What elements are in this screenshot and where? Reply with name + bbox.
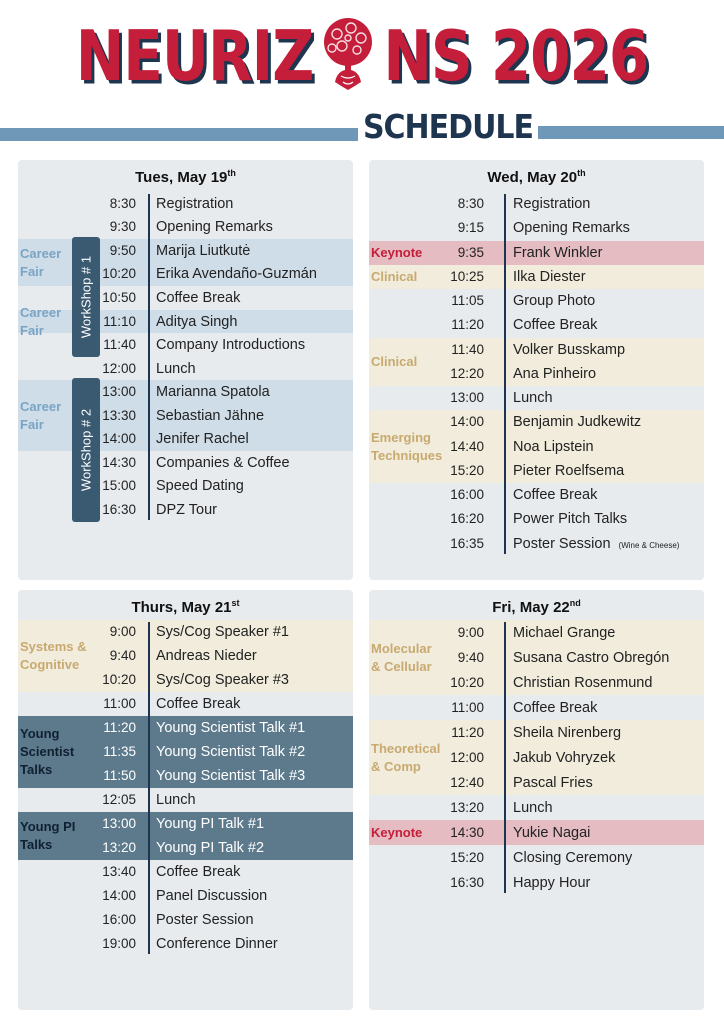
session-event	[513, 241, 602, 265]
day-title-suffix: nd	[569, 598, 581, 608]
session-row	[369, 362, 704, 386]
session-event-text: Poster Session	[156, 912, 254, 928]
session-time: 11:20	[103, 720, 136, 735]
session-row	[369, 216, 704, 240]
session-event	[156, 310, 237, 334]
session-event-text: Coffee Break	[156, 696, 241, 712]
session-row	[369, 483, 704, 507]
session-event	[156, 764, 305, 788]
session-event	[156, 860, 240, 884]
session-row	[18, 860, 353, 884]
session-event-text: Jakub Vohryzek	[513, 749, 616, 766]
session-row	[369, 746, 704, 770]
track-label: Clinical	[371, 353, 418, 369]
session-row	[18, 333, 353, 357]
session-event-text: Marianna Spatola	[156, 384, 270, 401]
track-label: Career Fair	[20, 304, 62, 338]
session-event	[156, 404, 264, 428]
page-subtitle: SCHEDULE	[362, 108, 534, 147]
session-event-text: Coffee Break	[156, 864, 241, 880]
session-event	[513, 871, 590, 895]
session-event-text: Young Scientist Talk #1	[156, 720, 306, 736]
session-event	[513, 646, 669, 670]
session-event-text: Registration	[513, 196, 591, 213]
day-title	[369, 598, 704, 616]
session-time: 10:20	[102, 672, 136, 687]
session-event	[513, 459, 624, 483]
session-row	[369, 192, 704, 216]
session-row	[369, 621, 704, 645]
session-event-text: Coffee Break	[156, 289, 241, 306]
session-event	[156, 788, 196, 812]
session-row	[18, 498, 353, 522]
session-time: 11:35	[103, 744, 136, 759]
session-event-text: Closing Ceremony	[513, 849, 633, 866]
session-event-text: DPZ Tour	[156, 501, 217, 518]
session-row	[369, 241, 704, 265]
session-event	[513, 671, 652, 695]
session-note: (Wine & Cheese)	[618, 540, 680, 550]
session-time: 10:20	[450, 674, 484, 690]
track-label: Theoretical & Comp	[371, 740, 441, 774]
session-row	[369, 313, 704, 337]
session-row	[369, 289, 704, 313]
session-event-text: Panel Discussion	[156, 888, 268, 904]
session-time: 11:00	[451, 699, 484, 715]
session-time: 9:15	[457, 220, 484, 236]
session-event-text: Michael Grange	[513, 624, 616, 641]
session-event-text: Young PI Talk #1	[156, 816, 265, 832]
session-event	[156, 262, 317, 286]
session-time: 13:00	[102, 384, 136, 400]
session-event	[513, 386, 553, 410]
session-event	[513, 362, 596, 386]
session-event-text: Coffee Break	[513, 487, 598, 504]
day-title-suffix: th	[577, 168, 586, 178]
session-event-text: Christian Rosenmund	[513, 674, 653, 691]
session-event	[156, 192, 233, 216]
session-event-text: Happy Hour	[513, 874, 591, 891]
session-event	[513, 265, 586, 289]
session-event	[156, 498, 217, 522]
session-row	[369, 646, 704, 670]
track-label: Young Scientist Talks	[20, 726, 75, 777]
session-time: 12:05	[102, 792, 136, 807]
day-title-suffix: st	[231, 598, 240, 608]
session-event-text: Registration	[156, 195, 234, 212]
session-time: 15:20	[450, 849, 484, 865]
track-label: Emerging Techniques	[371, 429, 443, 463]
session-row	[369, 721, 704, 745]
session-event-text: Opening Remarks	[156, 219, 273, 236]
session-row	[18, 788, 353, 812]
day-title	[18, 168, 353, 186]
session-event	[513, 216, 630, 240]
session-time: 8:30	[109, 195, 136, 211]
session-event	[156, 286, 240, 310]
session-time: 15:00	[102, 478, 136, 494]
session-event	[156, 740, 305, 764]
session-event-text: Group Photo	[513, 293, 596, 310]
session-row	[18, 740, 353, 764]
session-event	[156, 932, 278, 956]
session-time: 16:00	[450, 487, 484, 503]
session-time: 16:30	[102, 501, 136, 517]
session-event	[156, 692, 240, 716]
session-time: 13:00	[102, 816, 136, 831]
brain-tree-icon	[315, 16, 381, 96]
session-event-text: Pascal Fries	[513, 774, 593, 791]
track-label: Keynote	[371, 244, 423, 260]
session-event-text: Sys/Cog Speaker #1	[156, 624, 289, 640]
session-event-text: Power Pitch Talks	[513, 511, 628, 528]
session-row	[18, 668, 353, 692]
session-event	[513, 846, 632, 870]
session-row	[18, 836, 353, 860]
track-label: Career Fair	[20, 398, 62, 432]
session-time: 14:40	[450, 438, 484, 454]
session-row	[18, 215, 353, 239]
session-event	[156, 812, 264, 836]
session-event	[513, 410, 641, 434]
session-time: 14:00	[102, 431, 136, 447]
session-row	[18, 692, 353, 716]
session-row	[18, 192, 353, 216]
session-row	[369, 265, 704, 289]
session-row	[18, 884, 353, 908]
session-row	[369, 507, 704, 531]
session-time: 14:30	[450, 824, 484, 840]
session-row	[18, 451, 353, 475]
session-row	[369, 696, 704, 720]
session-event	[156, 357, 196, 381]
session-row	[18, 908, 353, 932]
session-event-text: Speed Dating	[156, 478, 244, 495]
track-label: Molecular & Cellular	[371, 640, 432, 674]
session-event	[513, 289, 595, 313]
session-event	[156, 620, 289, 644]
session-time: 19:00	[102, 936, 136, 951]
session-time: 16:00	[102, 912, 136, 927]
session-row	[369, 459, 704, 483]
session-time: 9:00	[457, 624, 484, 640]
session-event-text: Volker Busskamp	[513, 341, 626, 358]
session-event	[513, 696, 597, 720]
session-time: 14:30	[102, 454, 136, 470]
session-event	[513, 507, 627, 531]
session-time: 13:40	[102, 864, 136, 879]
session-row	[18, 427, 353, 451]
session-event-text: Young Scientist Talk #3	[156, 768, 306, 784]
session-event	[513, 821, 590, 845]
session-event	[513, 621, 615, 645]
session-event-text: Poster Session	[513, 535, 611, 552]
session-time: 11:00	[103, 696, 136, 711]
day-title-suffix: th	[227, 168, 236, 178]
session-row	[369, 532, 704, 556]
session-event	[513, 313, 597, 337]
track-label: Keynote	[371, 824, 423, 840]
session-event-text: Jenifer Rachel	[156, 431, 249, 448]
session-row	[18, 644, 353, 668]
session-event-text: Aditya Singh	[156, 313, 238, 330]
session-event-text: Lunch	[156, 792, 196, 808]
session-time: 13:20	[102, 840, 136, 855]
event-title	[0, 8, 724, 104]
session-time: 14:00	[102, 888, 136, 903]
session-row	[369, 821, 704, 845]
session-event	[513, 796, 553, 820]
event-title-right: NS 2026	[383, 15, 649, 97]
session-event-text: Conference Dinner	[156, 936, 278, 952]
session-event	[156, 908, 254, 932]
session-row	[369, 386, 704, 410]
session-row	[18, 286, 353, 310]
session-time: 13:20	[450, 799, 484, 815]
session-row	[18, 764, 353, 788]
session-time: 12:40	[450, 774, 484, 790]
session-time: 13:00	[450, 390, 484, 406]
event-title-left: NEURIZ	[75, 15, 314, 97]
session-event	[156, 380, 270, 404]
session-event	[513, 771, 593, 795]
session-time: 10:50	[102, 289, 136, 305]
session-row	[18, 932, 353, 956]
session-time: 11:20	[451, 724, 484, 740]
session-time: 11:40	[451, 341, 484, 357]
session-row	[18, 380, 353, 404]
session-row	[369, 435, 704, 459]
track-label: Systems & Cognitive	[20, 639, 87, 672]
session-time: 14:00	[450, 414, 484, 430]
session-event	[513, 483, 597, 507]
session-event-text: Lunch	[513, 799, 553, 816]
day-panel-thu	[18, 590, 353, 1010]
day-panel-wed	[369, 160, 704, 580]
session-event	[156, 427, 249, 451]
session-time: 9:30	[109, 219, 136, 235]
session-time: 10:20	[102, 266, 136, 282]
session-time: 11:05	[451, 293, 484, 309]
session-event-text: Susana Castro Obregón	[513, 649, 670, 666]
session-time: 16:30	[450, 874, 484, 890]
session-row	[18, 474, 353, 498]
day-panel-fri	[369, 590, 704, 1010]
session-event-text: Lunch	[156, 360, 196, 377]
day-title	[369, 168, 704, 186]
session-event-text: Erika Avendaño-Guzmán	[156, 266, 317, 283]
session-event-text: Pieter Roelfsema	[513, 462, 625, 479]
session-event	[513, 435, 594, 459]
session-event-text: Sheila Nirenberg	[513, 724, 622, 741]
session-event-text: Company Introductions	[156, 337, 306, 354]
session-row	[369, 871, 704, 895]
session-time: 15:20	[450, 462, 484, 478]
day-title-text: Tues, May 19	[135, 169, 228, 186]
session-event	[513, 721, 621, 745]
session-event-text: Companies & Coffee	[156, 454, 290, 471]
day-title-text: Fri, May 22	[492, 599, 570, 616]
header-bar-left	[0, 128, 358, 141]
session-event-text: Andreas Nieder	[156, 648, 257, 664]
session-event	[156, 668, 289, 692]
session-event-text: Young Scientist Talk #2	[156, 744, 306, 760]
day-title	[18, 598, 353, 616]
session-row	[369, 338, 704, 362]
session-event-text: Coffee Break	[513, 317, 598, 334]
session-row	[18, 357, 353, 381]
header-bar-right	[538, 126, 724, 139]
session-time: 13:30	[102, 407, 136, 423]
session-event	[156, 239, 250, 263]
session-time: 12:00	[102, 360, 136, 376]
session-event	[156, 644, 257, 668]
session-event-text: Marija Liutkutė	[156, 242, 251, 259]
session-time: 9:50	[109, 242, 136, 258]
session-event	[156, 333, 305, 357]
session-event	[156, 215, 273, 239]
day-title-text: Wed, May 20	[487, 169, 578, 186]
track-label: Young PI Talks	[20, 819, 76, 852]
session-time: 9:40	[457, 649, 484, 665]
session-row	[18, 404, 353, 428]
track-label: Career Fair	[20, 245, 62, 279]
session-event-text: Yukie Nagai	[513, 824, 591, 841]
session-time: 12:00	[450, 749, 484, 765]
workshop-label: WorkShop # 1	[78, 255, 94, 339]
session-time: 9:35	[457, 244, 484, 260]
session-row	[18, 620, 353, 644]
session-event	[513, 532, 679, 558]
session-time: 12:20	[450, 365, 484, 381]
session-time: 11:10	[103, 313, 136, 329]
session-time: 11:50	[103, 768, 136, 783]
session-event	[156, 716, 305, 740]
session-time: 16:35	[450, 535, 484, 551]
session-event-text: Lunch	[513, 390, 553, 407]
session-row	[369, 846, 704, 870]
session-event	[156, 836, 264, 860]
session-time: 9:40	[109, 648, 136, 663]
track-label: Clinical	[371, 268, 418, 284]
session-time: 11:40	[103, 337, 136, 353]
session-row	[18, 310, 353, 334]
session-event	[513, 338, 625, 362]
workshop-label: WorkShop # 2	[78, 408, 94, 492]
session-event	[156, 884, 267, 908]
session-event-text: Ilka Diester	[513, 268, 586, 285]
session-event-text: Sys/Cog Speaker #3	[156, 672, 289, 688]
session-event	[156, 474, 244, 498]
session-event-text: Frank Winkler	[513, 244, 603, 261]
session-time: 11:20	[451, 317, 484, 333]
session-event-text: Opening Remarks	[513, 220, 630, 237]
session-time: 16:20	[450, 511, 484, 527]
session-time: 9:00	[109, 624, 136, 639]
session-event-text: Coffee Break	[513, 699, 598, 716]
session-row	[18, 812, 353, 836]
session-row	[369, 771, 704, 795]
session-event	[513, 746, 615, 770]
day-panel-tue	[18, 160, 353, 580]
session-row	[369, 671, 704, 695]
session-event	[156, 451, 290, 475]
session-event-text: Noa Lipstein	[513, 438, 594, 455]
session-event-text: Sebastian Jähne	[156, 407, 265, 424]
session-row	[18, 262, 353, 286]
session-row	[369, 410, 704, 434]
session-event-text: Benjamin Judkewitz	[513, 414, 642, 431]
day-title-text: Thurs, May 21	[131, 599, 232, 616]
session-event-text: Ana Pinheiro	[513, 365, 597, 382]
session-row	[18, 239, 353, 263]
session-time: 10:25	[450, 268, 484, 284]
session-event-text: Young PI Talk #2	[156, 840, 265, 856]
session-row	[18, 716, 353, 740]
session-row	[369, 796, 704, 820]
session-time: 8:30	[457, 196, 484, 212]
session-event	[513, 192, 590, 216]
